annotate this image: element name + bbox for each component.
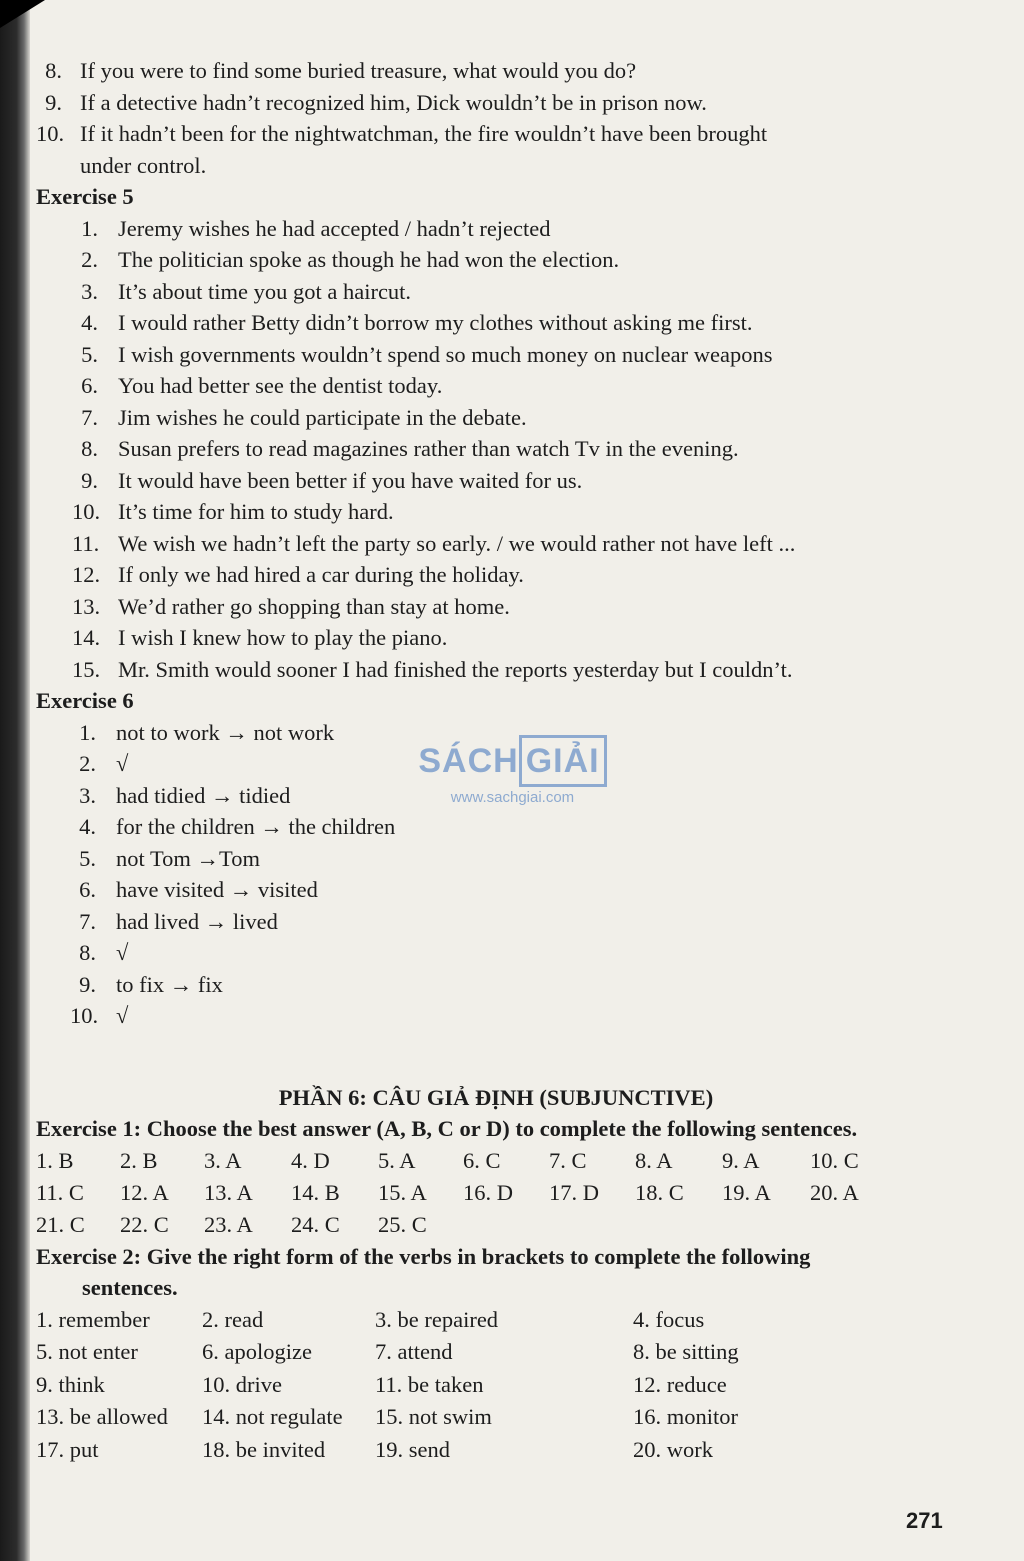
exercise6-item-number: 2. (79, 751, 96, 776)
exercise5-item-text: Susan prefers to read magazines rather than watch Tv in the evening. (118, 436, 739, 461)
exercise6-item (36, 811, 956, 843)
exercise2-answer-cell: 1. remember (36, 1306, 150, 1332)
top-list-item (36, 118, 956, 150)
exercise1-answer-cell: 15. A (378, 1179, 427, 1205)
exercise5-item-text: I wish governments wouldn’t spend so much money on nuclear weapons (118, 341, 773, 367)
exercise6-item (36, 1000, 956, 1032)
exercise1-answer-cell: 23. A (204, 1211, 253, 1237)
exercise5-item-number: 8. (81, 436, 98, 461)
exercise5-item-number: 1. (81, 215, 98, 241)
part6-title: PHẦN 6: CÂU GIẢ ĐỊNH (SUBJUNCTIVE) (278, 1084, 714, 1110)
exercise1-answer-cell: 11. C (36, 1179, 84, 1205)
exercise1-answer-cell: 9. A (722, 1147, 760, 1173)
exercise2-answer-cell: 14. not regulate (202, 1404, 343, 1429)
exercise6-item-number: 4. (79, 814, 96, 839)
exercise6-item-number: 9. (79, 971, 96, 997)
top-list-item-text: If you were to find some buried treasure, what would you do? (80, 58, 637, 83)
exercise1-answer-cell: 17. D (549, 1179, 599, 1205)
top-list-item-number: 9. (45, 89, 62, 115)
watermark-logo-box: GIẢI (519, 735, 607, 787)
exercise5-item-number: 2. (81, 247, 98, 272)
exercise5-item (36, 433, 956, 465)
exercise1-answer-cell (463, 1209, 549, 1241)
exercise1-answer-cell: 1. B (36, 1147, 74, 1173)
exercise1-answer-cell: 6. C (463, 1147, 501, 1173)
exercise5-item-text: Jeremy wishes he had accepted / hadn’t rejected (118, 215, 551, 241)
exercise6-item (36, 874, 956, 906)
exercise1-answer-cell (810, 1209, 890, 1241)
exercise5-item (36, 654, 956, 686)
exercise5-item-number: 11. (72, 530, 100, 556)
watermark (410, 735, 615, 806)
exercise5-item-text: We wish we hadn’t left the party so early. / we would rather not have left ... (118, 530, 796, 556)
exercise2-answer-cell: 9. think (36, 1371, 105, 1397)
exercise5-item-text: Mr. Smith would sooner I had finished the reports yesterday but I couldn’t. (118, 656, 793, 682)
exercise6-item (36, 906, 956, 938)
exercise5-item-number: 4. (81, 310, 98, 335)
exercise1-answer-cell: 25. C (378, 1211, 427, 1237)
top-list-item-text: If it hadn’t been for the nightwatchman, the fire wouldn’t have been brought (80, 121, 768, 146)
exercise1-answer-cell: 2. B (120, 1147, 158, 1173)
exercise5-item-number: 15. (72, 656, 101, 682)
part6-exercise1-heading: Exercise 1: Choose the best answer (A, B, C or D) to complete the following sentences. (36, 1116, 858, 1141)
exercise5-item (36, 528, 956, 560)
exercise5-item-number: 7. (81, 404, 98, 430)
exercise5-item (36, 276, 956, 308)
exercise6-item-number: 7. (79, 908, 96, 934)
exercise5-item-text: We’d rather go shopping than stay at home. (118, 593, 510, 619)
exercise6-item-text: √ (116, 940, 129, 965)
watermark-logo-left: SÁCH (418, 742, 519, 780)
exercise1-answer-cell: 14. B (291, 1179, 340, 1205)
top-list-item-text: If a detective hadn’t recognized him, Dick wouldn’t be in prison now. (80, 89, 707, 115)
exercise1-answer-cell (635, 1209, 722, 1241)
exercise1-answer-cell: 19. A (722, 1179, 771, 1205)
exercise5-item-number: 6. (81, 373, 98, 398)
exercise6-item-text: have visited → visited (116, 877, 318, 902)
exercise5-item (36, 496, 956, 528)
exercise5-item (36, 559, 956, 591)
exercise6-item-number: 10. (70, 1003, 99, 1028)
exercise2-answer-cell: 17. put (36, 1436, 99, 1462)
exercise1-answer-cell: 3. A (204, 1147, 242, 1173)
exercise1-answer-cell: 21. C (36, 1211, 85, 1237)
top-list-item-number: 10. (36, 121, 65, 146)
exercise6-item (36, 843, 956, 875)
exercise2-answer-cell: 13. be allowed (36, 1404, 168, 1429)
exercise5-item-text: I wish I knew how to play the piano. (118, 625, 448, 650)
exercise5-heading: Exercise 5 (36, 184, 134, 209)
exercise2-answer-cell: 11. be taken (375, 1371, 484, 1397)
part6-exercise2-answers (36, 1304, 956, 1467)
exercise1-answer-cell (549, 1209, 635, 1241)
exercise6-item (36, 937, 956, 969)
exercise6-heading: Exercise 6 (36, 688, 134, 713)
exercise5-item (36, 307, 956, 339)
exercise5-item-text: It’s about time you got a haircut. (118, 278, 412, 304)
exercise1-answer-cell: 16. D (463, 1179, 513, 1205)
exercise5-item (36, 591, 956, 623)
exercise5-item-number: 5. (81, 341, 98, 367)
exercise2-answer-cell: 5. not enter (36, 1339, 138, 1364)
exercise2-answer-cell: 7. attend (375, 1339, 453, 1364)
exercise5-item (36, 465, 956, 497)
exercise6-item-text: not to work → not work (116, 719, 335, 745)
exercise6-item-text: not Tom →Tom (116, 845, 260, 871)
exercise1-answer-cell: 4. D (291, 1147, 330, 1173)
top-list-item (36, 55, 956, 87)
exercise1-answer-cell: 24. C (291, 1211, 340, 1237)
exercise1-answer-cell: 13. A (204, 1179, 253, 1205)
exercise6-item-text: √ (116, 751, 129, 776)
exercise2-answer-cell: 19. send (375, 1436, 450, 1462)
exercise2-answer-cell: 10. drive (202, 1371, 282, 1397)
book-spine-shadow (0, 0, 30, 1561)
exercise6-item-number: 6. (79, 877, 96, 902)
exercise5-item (36, 244, 956, 276)
exercise2-answer-cell: 15. not swim (375, 1404, 492, 1429)
exercise1-answer-cell: 10. C (810, 1147, 859, 1173)
exercise5-item-number: 10. (72, 499, 101, 524)
exercise2-answer-cell: 18. be invited (202, 1436, 326, 1462)
exercise6-item-text: for the children → the children (116, 814, 396, 839)
exercise6-item-number: 8. (79, 940, 96, 965)
corner-shadow (0, 0, 45, 28)
exercise5-item-text: It’s time for him to study hard. (118, 499, 394, 524)
exercise1-answer-cell: 7. C (549, 1147, 587, 1173)
exercise5-item-number: 14. (72, 625, 101, 650)
exercise2-answer-cell: 20. work (633, 1436, 713, 1462)
exercise6-item-text: had lived → lived (116, 908, 278, 934)
exercise6-item-text: √ (116, 1003, 129, 1028)
top-list-item (36, 87, 956, 119)
exercise1-answer-cell: 8. A (635, 1147, 673, 1173)
exercise6-item (36, 969, 956, 1001)
exercise5-item (36, 402, 956, 434)
watermark-url: www.sachgiai.com (450, 789, 575, 806)
exercise2-answer-cell: 16. monitor (633, 1404, 738, 1429)
exercise6-item-text: had tidied → tidied (116, 782, 291, 808)
exercise5-item (36, 339, 956, 371)
watermark-logo (410, 735, 615, 787)
exercise1-answer-cell: 12. A (120, 1179, 169, 1205)
exercise5-item-text: You had better see the dentist today. (118, 373, 443, 398)
exercise5-list (36, 213, 956, 686)
exercise5-item-text: Jim wishes he could participate in the debate. (118, 404, 527, 430)
exercise5-item-number: 12. (72, 562, 101, 587)
exercise6-item-number: 1. (79, 719, 96, 745)
page-number: 271 (906, 1508, 943, 1533)
exercise6-item-number: 3. (79, 782, 96, 808)
exercise2-answer-cell: 6. apologize (202, 1339, 312, 1364)
part6-exercise1-answers (36, 1145, 956, 1241)
exercise5-item-number: 9. (81, 467, 98, 493)
exercise2-answer-cell: 3. be repaired (375, 1306, 499, 1332)
exercise5-item (36, 213, 956, 245)
top-list-continuation: under control. (80, 152, 207, 178)
exercise1-answer-cell (722, 1209, 810, 1241)
exercise6-item-number: 5. (79, 845, 96, 871)
exercise6-item-text: to fix → fix (116, 971, 223, 997)
exercise2-answer-cell: 8. be sitting (633, 1339, 739, 1364)
exercise1-answer-cell: 22. C (120, 1211, 169, 1237)
exercise1-answer-cell: 18. C (635, 1179, 684, 1205)
exercise5-item-text: It would have been better if you have waited for us. (118, 467, 583, 493)
exercise2-answer-cell: 4. focus (633, 1306, 705, 1332)
top-list-item-number: 8. (45, 58, 62, 83)
exercise5-item-text: If only we had hired a car during the holiday. (118, 562, 524, 587)
exercise1-answer-cell: 20. A (810, 1179, 859, 1205)
exercise5-item-number: 3. (81, 278, 98, 304)
exercise5-item (36, 622, 956, 654)
exercise5-item-text: The politician spoke as though he had won the election. (118, 247, 620, 272)
exercise5-item-number: 13. (72, 593, 101, 619)
exercise2-answer-cell: 2. read (202, 1306, 264, 1332)
part6-exercise2-heading: Exercise 2: Give the right form of the verbs in brackets to complete the following (36, 1243, 811, 1269)
top-list (36, 55, 956, 150)
exercise5-item (36, 370, 956, 402)
part6-exercise2-heading-cont: sentences. (82, 1275, 178, 1300)
exercise2-answer-cell: 12. reduce (633, 1371, 727, 1397)
exercise5-item-text: I would rather Betty didn’t borrow my clothes without asking me first. (118, 310, 753, 335)
exercise1-answer-cell: 5. A (378, 1147, 416, 1173)
